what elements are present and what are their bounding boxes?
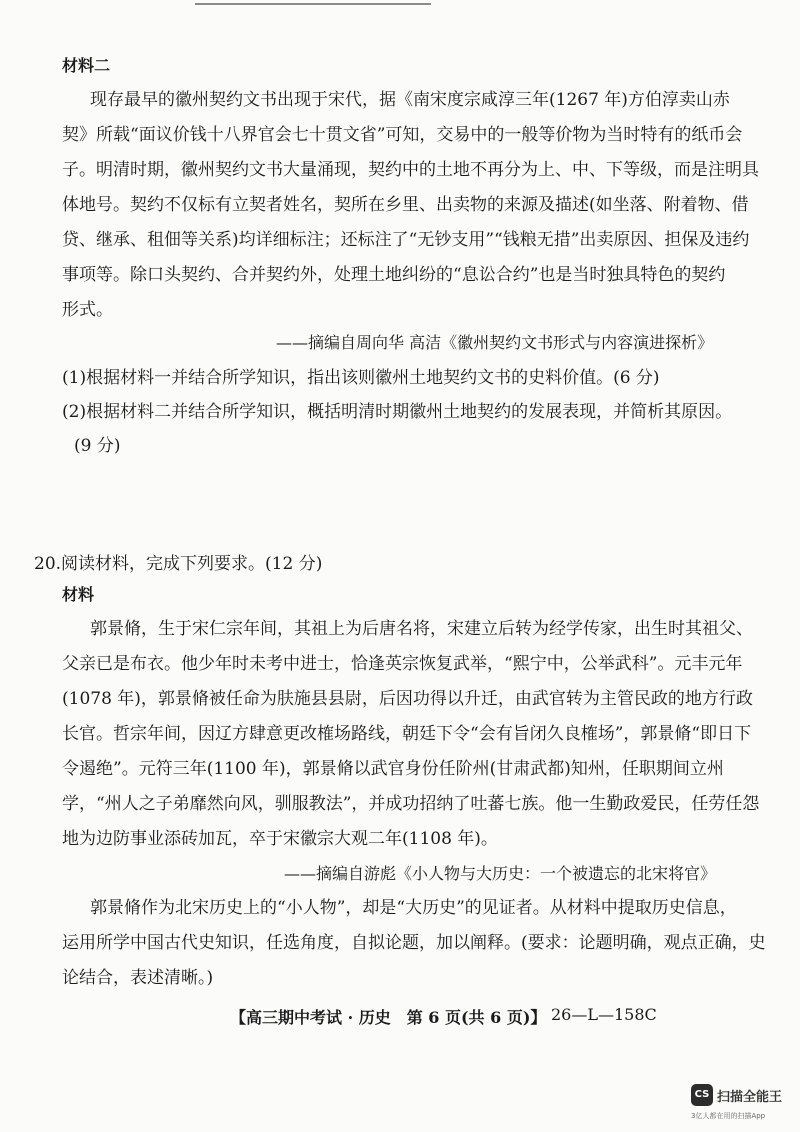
- material2-line-2: 契》所载“面议价钱十八界官会七十贯文省”可知，交易中的一般等价物为当时特有的纸币会: [62, 125, 743, 145]
- material2-line-5: 贷、继承、租佃等关系)均详细标注；还标注了“无钞支用”“钱粮无措”出卖原因、担保及违约: [62, 230, 750, 250]
- material2-line-7: 形式。: [62, 300, 113, 320]
- material2-line-6: 事项等。除口头契约、合并契约外，处理土地纠纷的“息讼合约”也是当时独具特色的契约: [62, 265, 726, 285]
- material2-source: ——摘编自周向华 高洁《徽州契约文书形式与内容演进探析》: [276, 333, 714, 352]
- q20-line-6: 学，“州人之子弟靡然向风，驯服教法”，并成功招纳了吐蕃七族。他一生勤政爱民，任劳任怨: [62, 794, 760, 814]
- q20-material-heading: 材料: [62, 585, 95, 604]
- exam-code: 26—L—158C: [551, 1005, 657, 1024]
- question-2: (2)根据材料二并结合所学知识，概括明清时期徽州土地契约的发展表现，并简析其原因。: [62, 402, 733, 422]
- material2-line-1: 现存最早的徽州契约文书出现于宋代，据《南宋度宗咸淳三年(1267 年)方伯淳卖山赤: [90, 90, 730, 110]
- q20-task-line-3: 论结合，表述清晰。): [62, 968, 214, 988]
- material2-heading: 材料二: [62, 56, 111, 75]
- q20-line-1: 郭景脩，生于宋仁宗年间，其祖上为后唐名将，宋建立后转为经学传家，出生时其祖父、: [90, 619, 753, 639]
- q20-title: 20.阅读材料，完成下列要求。(12 分): [34, 554, 323, 574]
- question-2-score: (9 分): [74, 436, 121, 456]
- material2-line-3: 子。明清时期，徽州契约文书大量涌现，契约中的土地不再分为上、中、下等级，而是注明具: [62, 160, 759, 180]
- top-divider: [195, 3, 431, 5]
- question-1: (1)根据材料一并结合所学知识，指出该则徽州土地契约文书的史料价值。(6 分): [62, 368, 660, 388]
- q20-line-4: 长官。哲宗年间，因辽方肆意更改榷场路线，朝廷下令“会有旨闭久良榷场”，郭景脩“即日下: [62, 724, 752, 744]
- q20-line-5: 令遏绝”。元符三年(1100 年)，郭景脩以武官身份任阶州(甘肃武都)知州，任职期间立州: [62, 759, 724, 779]
- q20-source: ——摘编自游彪《小人物与大历史：一个被遗忘的北宋将官》: [284, 864, 717, 883]
- material2-line-4: 体地号。契约不仅标有立契者姓名，契所在乡里、出卖物的来源及描述(如坐落、附着物、借: [62, 195, 749, 215]
- q20-task-line-1: 郭景脩作为北宋历史上的“小人物”，却是“大历史”的见证者。从材料中提取历史信息，: [90, 898, 737, 918]
- scanner-watermark: [691, 1084, 791, 1126]
- q20-line-2: 父亲已是布衣。他少年时未考中进士，恰逢英宗恢复武举，“熙宁中，公举武科”。元丰元年: [62, 654, 743, 674]
- scanner-logo-icon: CS: [691, 1084, 713, 1106]
- page-footer: 【高三期中考试 · 历史 第 6 页(共 6 页)】: [230, 1008, 547, 1027]
- q20-line-7: 地为边防事业添砖加瓦，卒于宋徽宗大观二年(1108 年)。: [62, 829, 498, 849]
- q20-task-line-2: 运用所学中国古代史知识，任选角度，自拟论题，加以阐释。(要求：论题明确，观点正确，史: [62, 933, 766, 953]
- scanner-app-name: 扫描全能王: [717, 1090, 783, 1105]
- scanner-tagline: 3亿人都在用的扫描App: [691, 1112, 766, 1120]
- q20-line-3: (1078 年)，郭景脩被任命为肤施县县尉，后因功得以升迁，由武官转为主管民政的地方行政: [62, 689, 753, 709]
